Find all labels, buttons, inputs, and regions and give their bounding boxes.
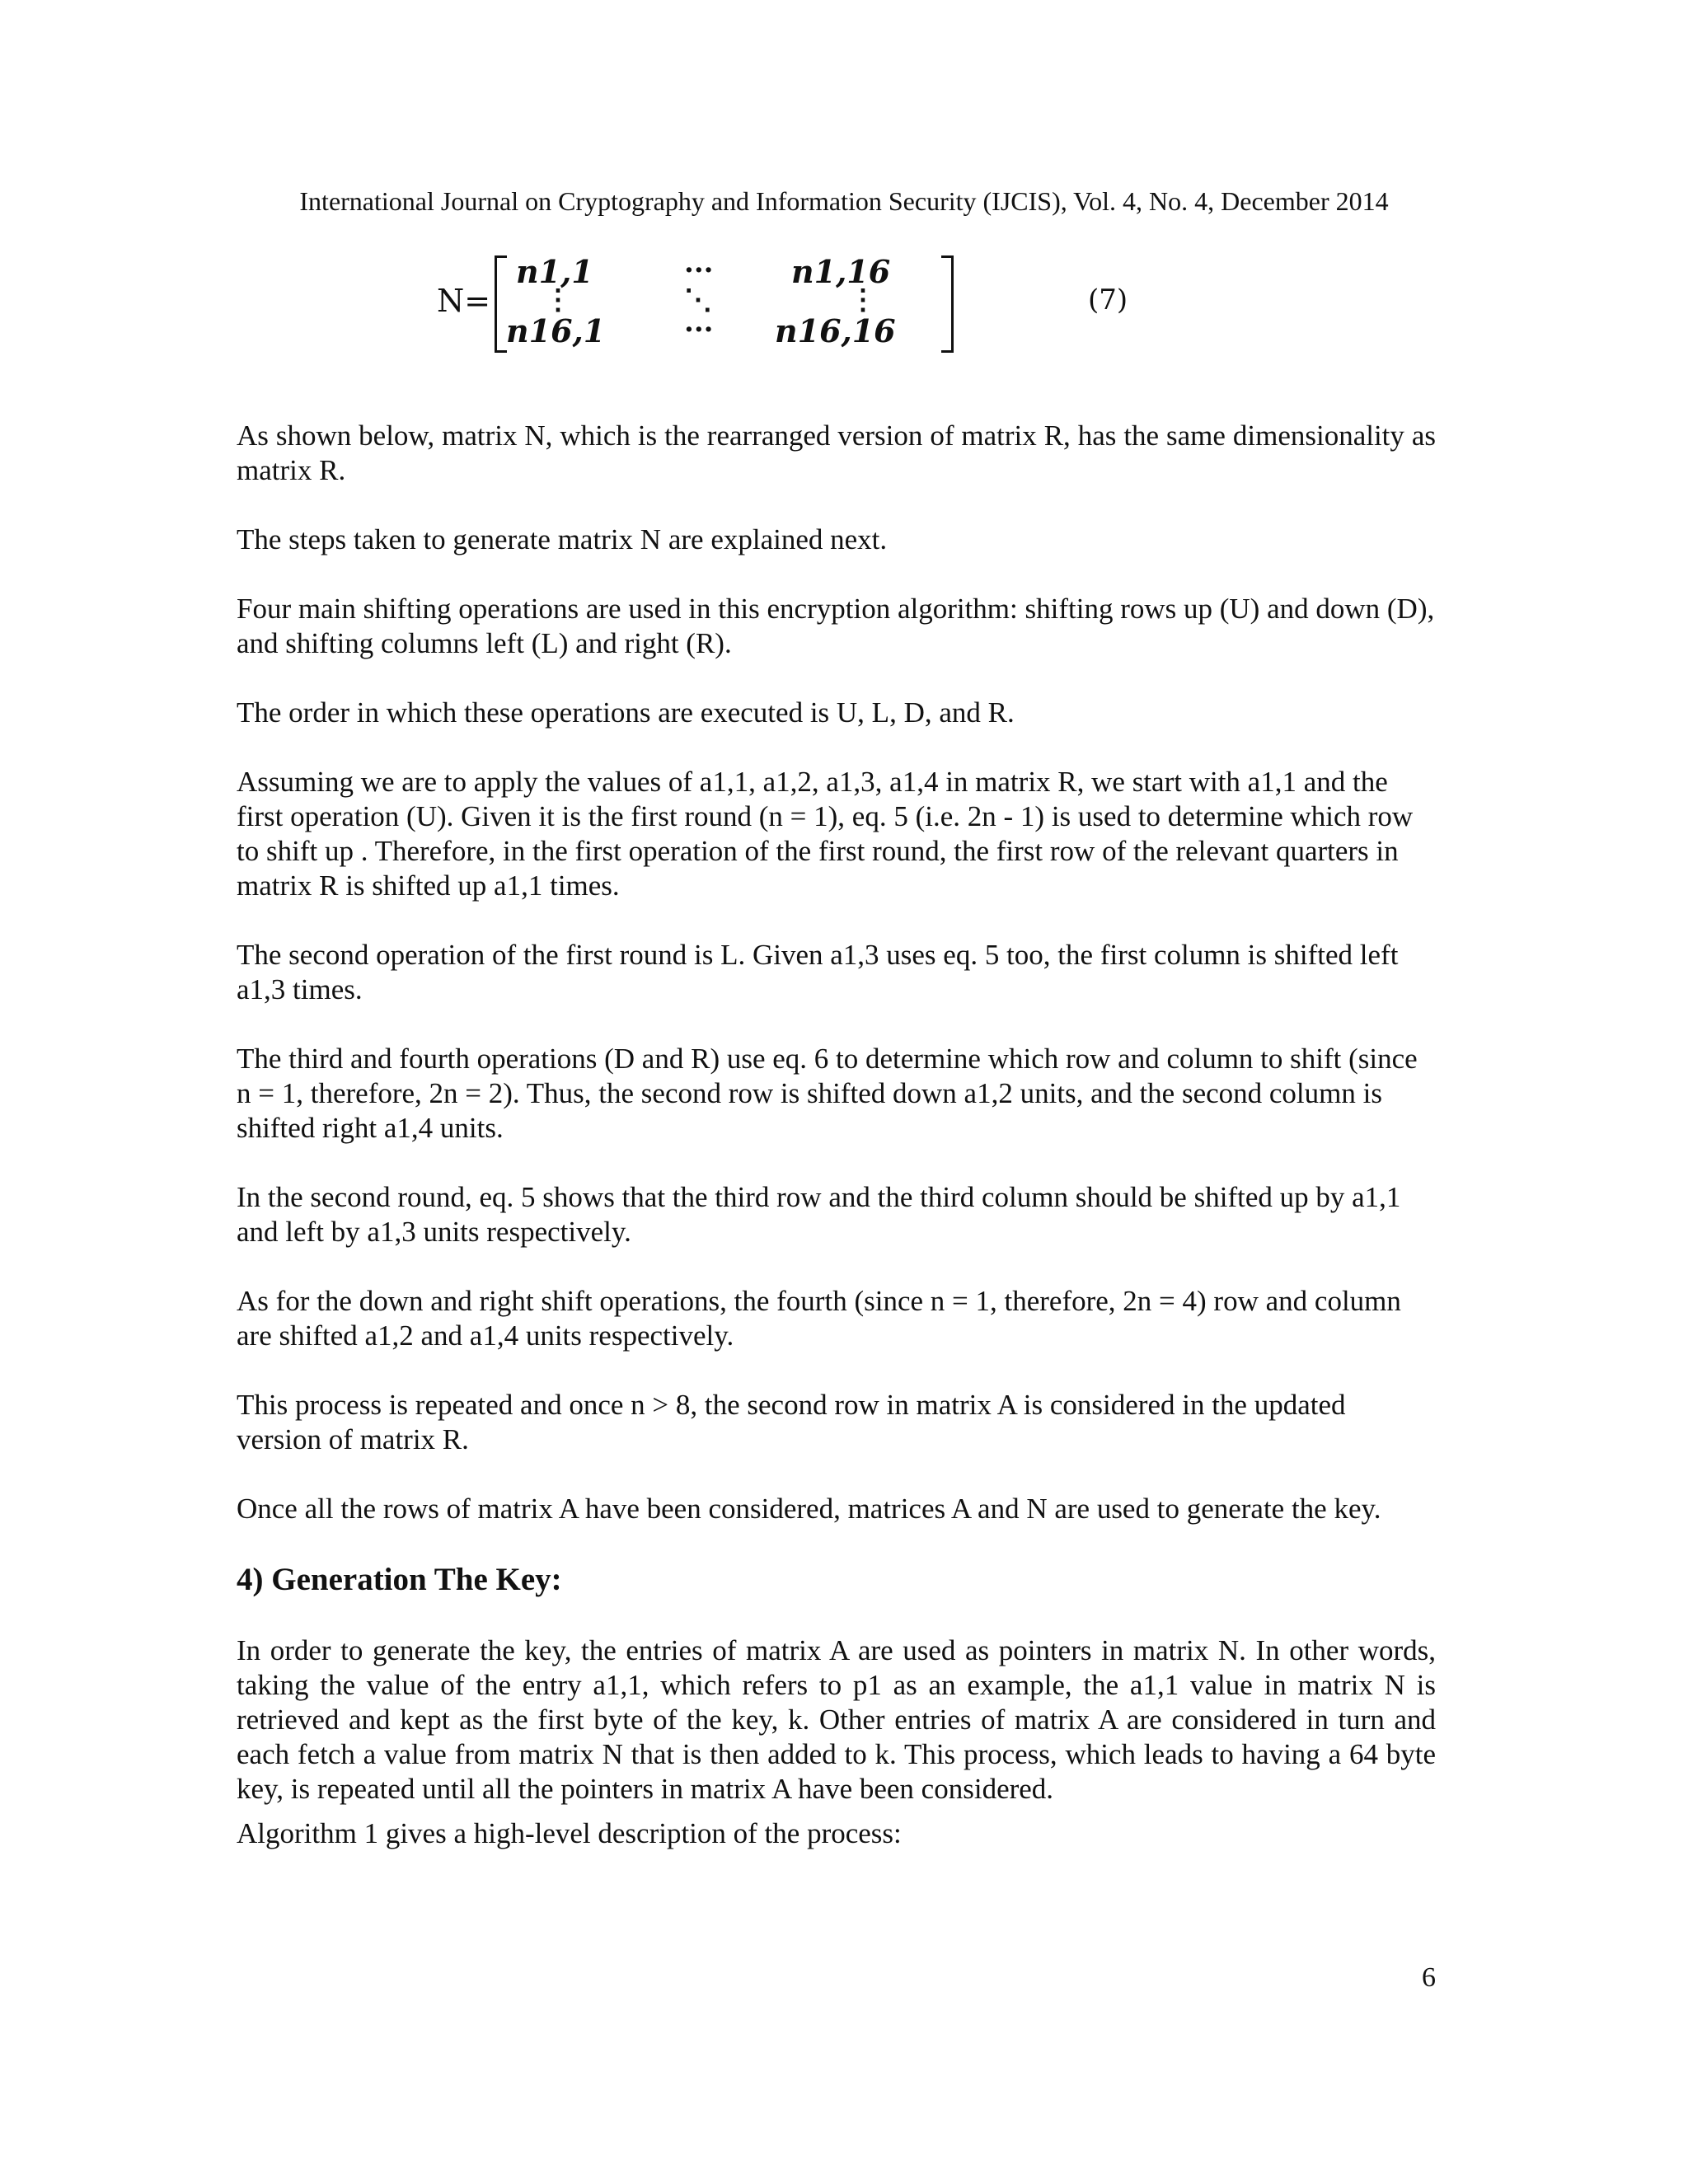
- matrix-vdots-right: ⋮: [849, 284, 877, 316]
- equation-lhs: N=: [437, 283, 491, 319]
- matrix-cell-n16-1: n16,1: [506, 312, 606, 349]
- body-text: [237, 419, 1436, 1886]
- paragraph: In the second round, eq. 5 shows that the third row and the third column should be shifted up by a1,1 and left by a1,3 units respectively.: [237, 1181, 1401, 1248]
- paragraph: The order in which these operations are executed is U, L, D, and R.: [237, 696, 1015, 729]
- equation-number: (7): [1088, 284, 1128, 316]
- section-heading: 4) Generation The Key:: [237, 1562, 562, 1597]
- matrix-vdots-left: ⋮: [544, 284, 572, 316]
- paragraph: Once all the rows of matrix A have been considered, matrices A and N are used to generate the key.: [237, 1493, 1381, 1525]
- paragraph: As for the down and right shift operations, the fourth (since n = 1, therefore, 2n = 4) row and column are shifted a1,2 and a1,4 units respectively.: [237, 1285, 1401, 1352]
- matrix-cell-n1-16: n1,16: [791, 253, 891, 290]
- paragraph: This process is repeated and once n > 8, the second row in matrix A is considered in the updated version of matrix R.: [237, 1389, 1346, 1455]
- paragraph: The second operation of the first round is L. Given a1,3 uses eq. 5 too, the first column is shifted left a1,3 times.: [237, 939, 1399, 1005]
- paragraph: Four main shifting operations are used in this encryption algorithm: shifting rows up (U) and down (D), and shifting columns left (L) and right (R).: [237, 593, 1435, 659]
- paragraph: The steps taken to generate matrix N are explained next.: [237, 523, 888, 555]
- page-number: 6: [1422, 1962, 1436, 1993]
- paragraph: The third and fourth operations (D and R) use eq. 6 to determine which row and column to shift (since n = 1, therefore, 2n = 2). Thus, the second row is shifted down a1,2 units, and the second column is shifted right a1,4 units.: [237, 1043, 1418, 1144]
- matrix-cell-n16-16: n16,16: [775, 312, 896, 349]
- paragraph: In order to generate the key, the entries of matrix A are used as pointers in matrix N. In other words, taking the value of the entry a1,1, which refers to p1 as an example, the a1,1 value in matrix N is retrieved and kept as the first byte of the key, k. Other entries of matrix A are considered in turn and each fetch a value from matrix N that is then added to k. This process, which leads to having a 64 byte key, is repeated until all the pointers in matrix A have been considered.: [237, 1634, 1436, 1805]
- paragraph: As shown below, matrix N, which is the rearranged version of matrix R, has the same dimensionality as matrix R.: [237, 419, 1436, 486]
- matrix-hdots-top: ···: [684, 254, 714, 287]
- matrix-right-bracket: [941, 255, 954, 353]
- running-header: International Journal on Cryptography and Information Security (IJCIS), Vol. 4, No. 4, December 2014: [299, 186, 1389, 216]
- matrix-hdots-bottom: ···: [684, 313, 714, 346]
- paragraph: Assuming we are to apply the values of a1,1, a1,2, a1,3, a1,4 in matrix R, we start with a1,1 and the first operation (U). Given it is the first round (n = 1), eq. 5 (i.e. 2n - 1) is used to determine which row to shift up . Therefore, in the first operation of the first round, the first row of the relevant quarters in matrix R is shifted up a1,1 times.: [237, 766, 1414, 902]
- matrix-ddots: ⋱: [684, 284, 712, 316]
- equation-7: [437, 249, 1179, 356]
- paragraph: Algorithm 1 gives a high-level description of the process:: [237, 1817, 902, 1849]
- matrix-left-bracket: [495, 255, 507, 353]
- matrix-cell-n1-1: n1,1: [516, 253, 593, 290]
